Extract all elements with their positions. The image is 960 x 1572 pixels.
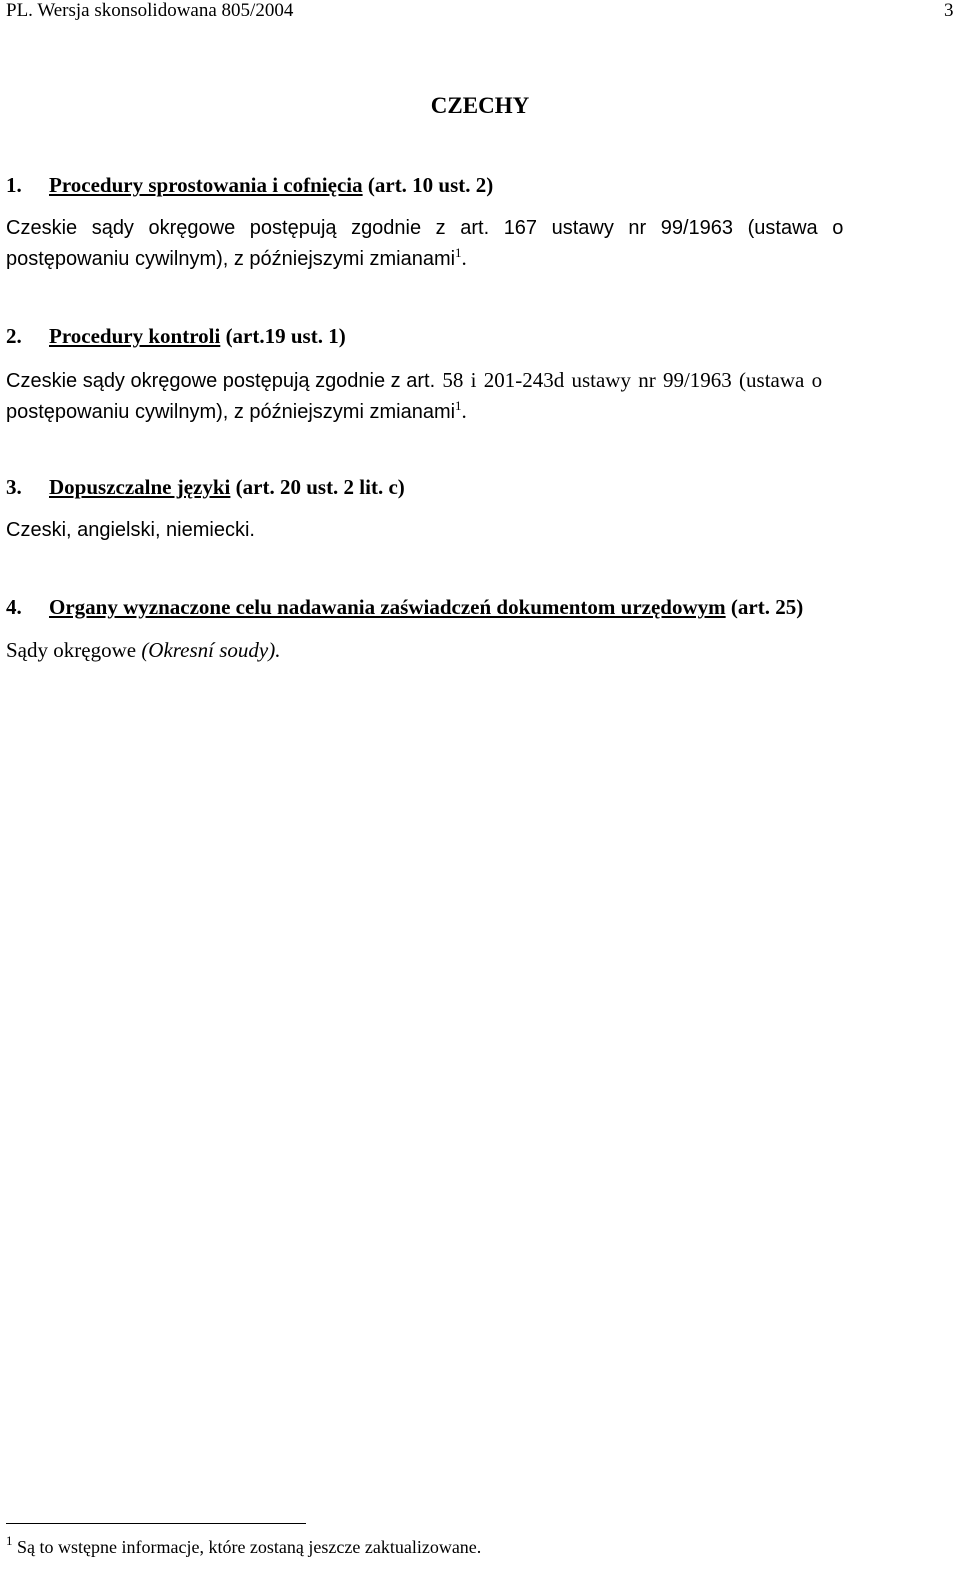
section-2-heading bbox=[6, 324, 346, 349]
section-3-body: Czeski, angielski, niemiecki. bbox=[6, 519, 255, 541]
section-title: Procedury sprostowania i cofnięcia bbox=[49, 173, 363, 197]
country-title: CZECHY bbox=[430, 93, 530, 118]
section-number: 2. bbox=[6, 324, 22, 348]
section-reference: (art. 25) bbox=[725, 595, 804, 619]
section-title: Organy wyznaczone celu nadawania zaświadczeń dokumentom urzędowym bbox=[49, 595, 726, 619]
document-header-title: PL. Wersja skonsolidowana 805/2004 bbox=[6, 0, 294, 21]
footnote-text: Są to wstępne informacje, które zostaną jeszcze zaktualizowane. bbox=[17, 1537, 482, 1557]
period: . bbox=[461, 246, 467, 270]
section-3-heading bbox=[6, 475, 405, 500]
footnote-ref: 1 bbox=[455, 245, 462, 260]
section-4-body bbox=[6, 635, 958, 665]
page-number: 3 bbox=[944, 0, 954, 21]
footnote-divider bbox=[6, 1523, 306, 1524]
section-2-body bbox=[6, 365, 958, 427]
section-number: 3. bbox=[6, 475, 22, 499]
section-title: Dopuszczalne języki bbox=[49, 475, 231, 499]
section-2-body-line2: postępowaniu cywilnym), z późniejszymi zmianami bbox=[6, 401, 456, 423]
section-4-heading bbox=[6, 595, 803, 620]
section-1-heading bbox=[6, 173, 493, 198]
footnote-marker: 1 bbox=[6, 1533, 13, 1548]
section-reference: (art. 10 ust. 2) bbox=[362, 173, 494, 197]
footnote-ref: 1 bbox=[455, 398, 462, 413]
section-reference: (art. 20 ust. 2 lit. c) bbox=[230, 475, 405, 499]
section-2-body-sans: Czeskie sądy okręgowe postępują zgodnie z art. bbox=[6, 370, 436, 392]
section-number: 1. bbox=[6, 173, 22, 197]
section-2-body-serif: 58 i 201-243d ustawy nr 99/1963 (ustawa o bbox=[435, 368, 823, 392]
section-4-body-italic: (Okresní soudy). bbox=[141, 638, 281, 662]
footnote bbox=[6, 1533, 482, 1558]
section-1-body bbox=[6, 213, 958, 274]
section-number: 4. bbox=[6, 595, 22, 619]
section-1-body-line2: postępowaniu cywilnym), z późniejszymi zmianami bbox=[6, 248, 456, 270]
section-1-body-line1: Czeskie sądy okręgowe postępują zgodnie z art. 167 ustawy nr 99/1963 (ustawa o bbox=[6, 217, 844, 239]
section-reference: (art.19 ust. 1) bbox=[220, 324, 346, 348]
section-title: Procedury kontroli bbox=[49, 324, 221, 348]
period: . bbox=[461, 399, 467, 423]
section-4-body-plain: Sądy okręgowe bbox=[6, 638, 142, 662]
